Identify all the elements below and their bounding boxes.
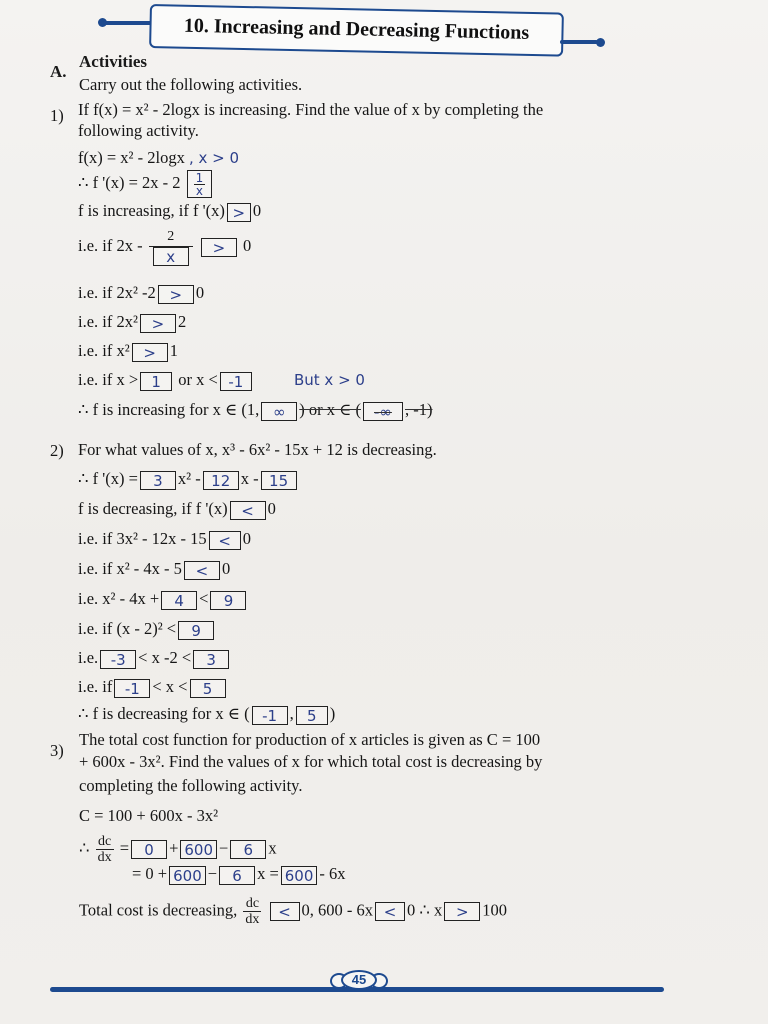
q2-step6: [78, 619, 216, 640]
q2-step5-box-1[interactable]: 4: [161, 591, 197, 610]
q2-step8-box-1[interactable]: -1: [114, 679, 150, 698]
q1-step4-answer-box[interactable]: >: [201, 238, 237, 257]
q1-step7-answer-box[interactable]: >: [132, 343, 168, 362]
q3-step2-plus: +: [169, 838, 179, 858]
q2-text: For what values of x, x³ - 6x² - 15x + 12 is decreasing.: [78, 440, 437, 459]
q3-step4: [79, 896, 507, 927]
q3-step2-minus: −: [219, 838, 229, 858]
q3-text-line1: The total cost function for production of x articles is given as C = 100: [79, 730, 541, 749]
q1-conclusion-box[interactable]: ∞: [261, 402, 297, 421]
q2-step1-box-3[interactable]: 15: [261, 471, 297, 490]
q1-step7-text: i.e. if x²: [78, 341, 130, 360]
q3-step1: C = 100 + 600x - 3x²: [79, 806, 219, 825]
q1-step5-rhs: 0: [195, 283, 205, 302]
q3-text-line3: completing the following activity.: [79, 776, 303, 795]
q3-text-line2: + 600x - 3x². Find the values of x for which total cost is decreasing by: [79, 752, 543, 771]
q2-step5: [78, 589, 248, 610]
q2-step6-box[interactable]: 9: [178, 621, 214, 640]
q1-step1-handwritten: , x > 0: [188, 149, 240, 167]
q2-step7-text: i.e.: [78, 648, 99, 667]
q1-step8-answer-box-2[interactable]: -1: [220, 372, 252, 391]
q1-step2: [78, 170, 214, 198]
q3-step3-tail: - 6x: [319, 864, 346, 883]
q3-step2-therefore: ∴: [79, 838, 90, 858]
q1-step6-answer-box[interactable]: >: [140, 314, 176, 333]
q3-step4-mid: 0, 600 - 6x: [301, 900, 374, 920]
q2-step7: [78, 648, 231, 669]
q2-step1-mid: x² -: [177, 469, 201, 488]
q2-step2-rhs: 0: [267, 499, 276, 518]
q3-step3-text: = 0 +: [132, 864, 168, 883]
q1-text-line1: If f(x) = x² - 2logx is increasing. Find the value of x by completing the: [78, 100, 544, 119]
q1-step5: [78, 283, 204, 304]
q1-step1-eq: f(x) = x² - 2logx: [78, 148, 185, 167]
q2-conclusion-text: ∴ f is decreasing for x ∈ (: [78, 704, 250, 723]
q3-step2-dc: dc: [96, 834, 114, 850]
q1-conclusion-struck-a: ) or x ∈ (: [299, 400, 361, 419]
q1-step8-handwritten-note: But x > 0: [293, 371, 365, 389]
section-intro: Carry out the following activities.: [79, 75, 303, 94]
q1-step4-frac-den-box[interactable]: x: [153, 247, 189, 266]
q1-step3-rhs: 0: [252, 201, 262, 220]
q2-step8-text: i.e. if: [78, 677, 113, 696]
q1-step3-answer-box[interactable]: >: [227, 203, 251, 222]
q2-conclusion-comma: ,: [289, 704, 294, 723]
header-right-dot: [596, 38, 605, 47]
chapter-title: 10. Increasing and Decreasing Functions: [149, 4, 564, 57]
q2-step1-box-2[interactable]: 12: [203, 471, 239, 490]
q2-step8-box-2[interactable]: 5: [190, 679, 226, 698]
q2-step7-mid: < x -2 <: [138, 648, 192, 667]
q1-step3: [78, 201, 261, 222]
q1-step8-answer-box-1[interactable]: 1: [140, 372, 172, 391]
q1-step4-rhs: 0: [242, 235, 252, 255]
q1-step6: [78, 312, 186, 333]
q2-step4: [78, 559, 230, 580]
q3-step2: [79, 834, 277, 865]
q2-step7-box-1[interactable]: -3: [100, 650, 136, 669]
q1-step4-text: i.e. if 2x -: [78, 235, 143, 255]
q2-conclusion-box-2[interactable]: 5: [296, 706, 328, 725]
q1-conclusion: [78, 400, 432, 421]
q1-step7-rhs: 1: [169, 341, 178, 360]
q3-step3-box-2[interactable]: 6: [219, 866, 255, 885]
q3-number: 3): [50, 741, 64, 760]
q2-conclusion-close: ): [329, 704, 336, 723]
q3-step2-box-2[interactable]: 600: [180, 840, 217, 859]
q1-step8: [78, 370, 365, 391]
q2-step4-box[interactable]: <: [184, 561, 220, 580]
q2-step5-mid: <: [199, 589, 209, 608]
section-label: A.: [50, 62, 67, 81]
q2-step2-box[interactable]: <: [230, 501, 266, 520]
q1-step3-text: f is increasing, if f '(x): [78, 201, 225, 220]
q3-step4-dx: dx: [245, 912, 260, 927]
q1-step2-box-den: x: [195, 184, 204, 198]
q2-step3-box[interactable]: <: [209, 531, 241, 550]
q3-step4-tail: 100: [482, 900, 508, 920]
q2-step3-rhs: 0: [242, 529, 251, 548]
q2-conclusion-box-1[interactable]: -1: [252, 706, 288, 725]
q2-step7-box-2[interactable]: 3: [193, 650, 229, 669]
q3-step4-dc: dc: [243, 896, 261, 912]
q2-step1-text: ∴ f '(x) =: [78, 469, 138, 488]
q1-step6-text: i.e. if 2x²: [78, 312, 138, 331]
section-title: Activities: [79, 52, 147, 71]
q3-step3-xeq: x =: [257, 864, 279, 883]
q1-conclusion-text: ∴ f is increasing for x ∈ (1,: [78, 400, 260, 419]
q1-step2-eq: ∴ f '(x) = 2x - 2: [78, 172, 181, 192]
q1-number: 1): [50, 106, 64, 125]
q1-step5-text: i.e. if 2x² -2: [78, 283, 156, 302]
q1-step2-answer-box[interactable]: [187, 170, 213, 198]
q1-step7: [78, 341, 178, 362]
q3-step3-box-3[interactable]: 600: [281, 866, 318, 885]
q3-step2-eq: =: [119, 838, 130, 858]
q2-step1: [78, 469, 299, 490]
q1-step4: [78, 228, 251, 266]
q1-conclusion-struck-b: , -1): [404, 400, 433, 419]
q2-step2: [78, 499, 276, 520]
q1-step2-box-num: 1: [195, 171, 204, 185]
q1-step8-mid: or x <: [178, 370, 218, 389]
q3-step3-minus: −: [207, 864, 218, 883]
q2-step8: [78, 677, 228, 698]
q1-conclusion-struck-box[interactable]: -∞: [363, 402, 403, 421]
q1-step8-text: i.e. if x >: [78, 370, 139, 389]
q3-step4-box-1[interactable]: <: [270, 902, 300, 921]
q3-step4-mid2: 0 ∴ x: [407, 900, 443, 920]
q3-step4-box-3[interactable]: >: [444, 902, 480, 921]
q3-step3: [132, 864, 346, 885]
q2-number: 2): [50, 441, 64, 460]
page-number: 45: [341, 970, 377, 990]
q2-step1-box-1[interactable]: 3: [140, 471, 176, 490]
q2-step3-text: i.e. if 3x² - 12x - 15: [78, 529, 207, 548]
header-right-rule: [560, 40, 598, 44]
q1-step5-answer-box[interactable]: >: [158, 285, 194, 304]
q2-step2-text: f is decreasing, if f '(x): [78, 499, 228, 518]
q2-step6-text: i.e. if (x - 2)² <: [78, 619, 177, 638]
header-left-rule: [103, 21, 155, 25]
q2-conclusion: [78, 704, 335, 725]
q2-step8-mid: < x <: [152, 677, 188, 696]
q1-step1: [78, 148, 239, 168]
q2-step4-text: i.e. if x² - 4x - 5: [78, 559, 182, 578]
q3-step4-box-2[interactable]: <: [375, 902, 405, 921]
q2-step1-mid2: x -: [240, 469, 259, 488]
q3-step2-box-3[interactable]: 6: [230, 840, 266, 859]
q2-step3: [78, 529, 251, 550]
q2-step4-rhs: 0: [221, 559, 231, 578]
q3-step3-box-1[interactable]: 600: [169, 866, 206, 885]
q3-step2-box-1[interactable]: 0: [131, 840, 167, 859]
q3-step2-x: x: [268, 838, 277, 858]
q3-step4-text: Total cost is decreasing,: [79, 900, 238, 920]
q1-text-line2: following activity.: [78, 121, 199, 140]
q3-step2-dx: dx: [97, 850, 112, 865]
q1-step4-frac-num: 2: [149, 228, 193, 247]
q2-step5-text: i.e. x² - 4x +: [78, 589, 160, 608]
q2-step5-box-2[interactable]: 9: [210, 591, 246, 610]
q1-step6-rhs: 2: [177, 312, 187, 331]
